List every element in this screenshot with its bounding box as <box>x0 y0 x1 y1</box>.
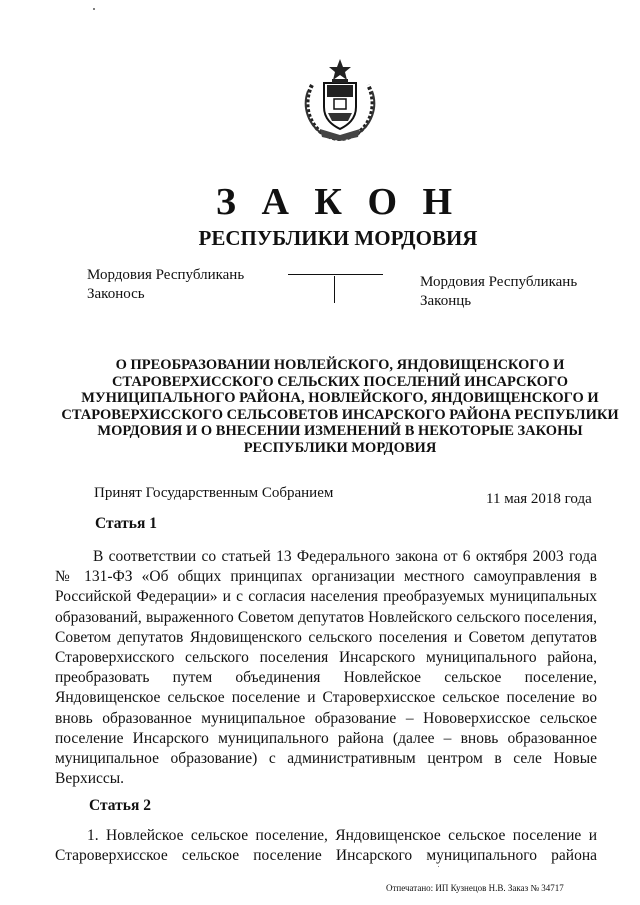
heading-line: МУНИЦИПАЛЬНОГО РАЙОНА, НОВЛЕЙСКОГО, ЯНДОВИЩЕНСКОГО И <box>81 390 599 406</box>
text-line: № 131-ФЗ «Об общих принципах организации местного самоуправления в <box>55 568 597 586</box>
law-title: З А К О Н <box>215 181 461 223</box>
text-line: В соответствии со статьей 13 Федерального закона от 6 октября 2003 года <box>93 548 597 565</box>
article-1-text <box>55 547 597 789</box>
adopted-date: 11 мая 2018 года <box>486 491 592 507</box>
scan-speck <box>93 8 95 10</box>
heading-line: О ПРЕОБРАЗОВАНИИ НОВЛЕЙСКОГО, ЯНДОВИЩЕНСКОГО И <box>115 357 565 373</box>
adopted-by: Принят Государственным Собранием <box>94 485 334 501</box>
law-name-erzya-line: Мордовия Республикань <box>420 274 578 290</box>
law-heading <box>60 357 620 456</box>
law-name-moksha-line: Законось <box>87 286 145 302</box>
heading-line: МОРДОВИЯ И О ВНЕСЕНИИ ИЗМЕНЕНИЙ В НЕКОТОРЫЕ ЗАКОНЫ <box>97 423 583 439</box>
heading-line: СТАРОВЕРХИССКОГО СЕЛЬСОВЕТОВ ИНСАРСКОГО РАЙОНА РЕСПУБЛИКИ <box>61 406 619 423</box>
law-name-moksha-line: Мордовия Республикань <box>87 267 245 283</box>
article-2-text <box>55 826 597 866</box>
print-footer: Отпечатано: ИП Кузнецов Н.В. Заказ № 34717 <box>386 883 564 893</box>
heading-line: РЕСПУБЛИКИ МОРДОВИЯ <box>243 439 437 456</box>
mordovia-coat-of-arms-icon <box>298 55 382 141</box>
text-line: Староверхисское сельское поселение Инсарского муниципального района <box>55 847 597 865</box>
republic-subtitle: РЕСПУБЛИКИ МОРДОВИЯ <box>198 226 478 250</box>
law-name-moksha <box>87 266 287 304</box>
text-line: вновь образованное муниципальное образование – Нововерхисское сельское <box>55 709 597 727</box>
text-line: Советом депутатов Яндовищенского сельского поселения и Советом депутатов <box>55 628 597 646</box>
text-line: муниципальное образование) с административным центром в селе Новые <box>55 750 597 768</box>
scan-speck <box>438 866 439 867</box>
text-line: Верхиссы. <box>55 770 125 788</box>
heading-line: СТАРОВЕРХИССКОГО СЕЛЬСКИХ ПОСЕЛЕНИЙ ИНСАРСКОГО <box>111 373 569 390</box>
number-line <box>288 274 383 275</box>
article-2-title: Статья 2 <box>89 797 151 814</box>
text-line: Староверхисского сельского поселения Инсарского муниципального района, <box>55 649 597 667</box>
text-line: 1. Новлейское сельское поселение, Яндовищенское сельское поселение и <box>87 827 597 844</box>
text-line: преобразовать путем объединения Новлейское сельское поселение, <box>55 669 597 687</box>
article-1-title: Статья 1 <box>95 515 157 532</box>
number-line-tick <box>334 276 335 303</box>
law-name-erzya-line: Законць <box>420 293 472 309</box>
text-line: образований, выраженного Советом депутатов Новлейского сельского поселения, <box>55 608 597 626</box>
law-name-erzya <box>420 273 620 311</box>
text-line: Яндовищенское сельское поселение и Староверхисское сельское поселение во <box>55 689 597 707</box>
text-line: поселение Инсарского муниципального района (далее – вновь образованное <box>55 729 597 747</box>
text-line: Российской Федерации» и с согласия населения преобразуемых муниципальных <box>55 588 597 606</box>
